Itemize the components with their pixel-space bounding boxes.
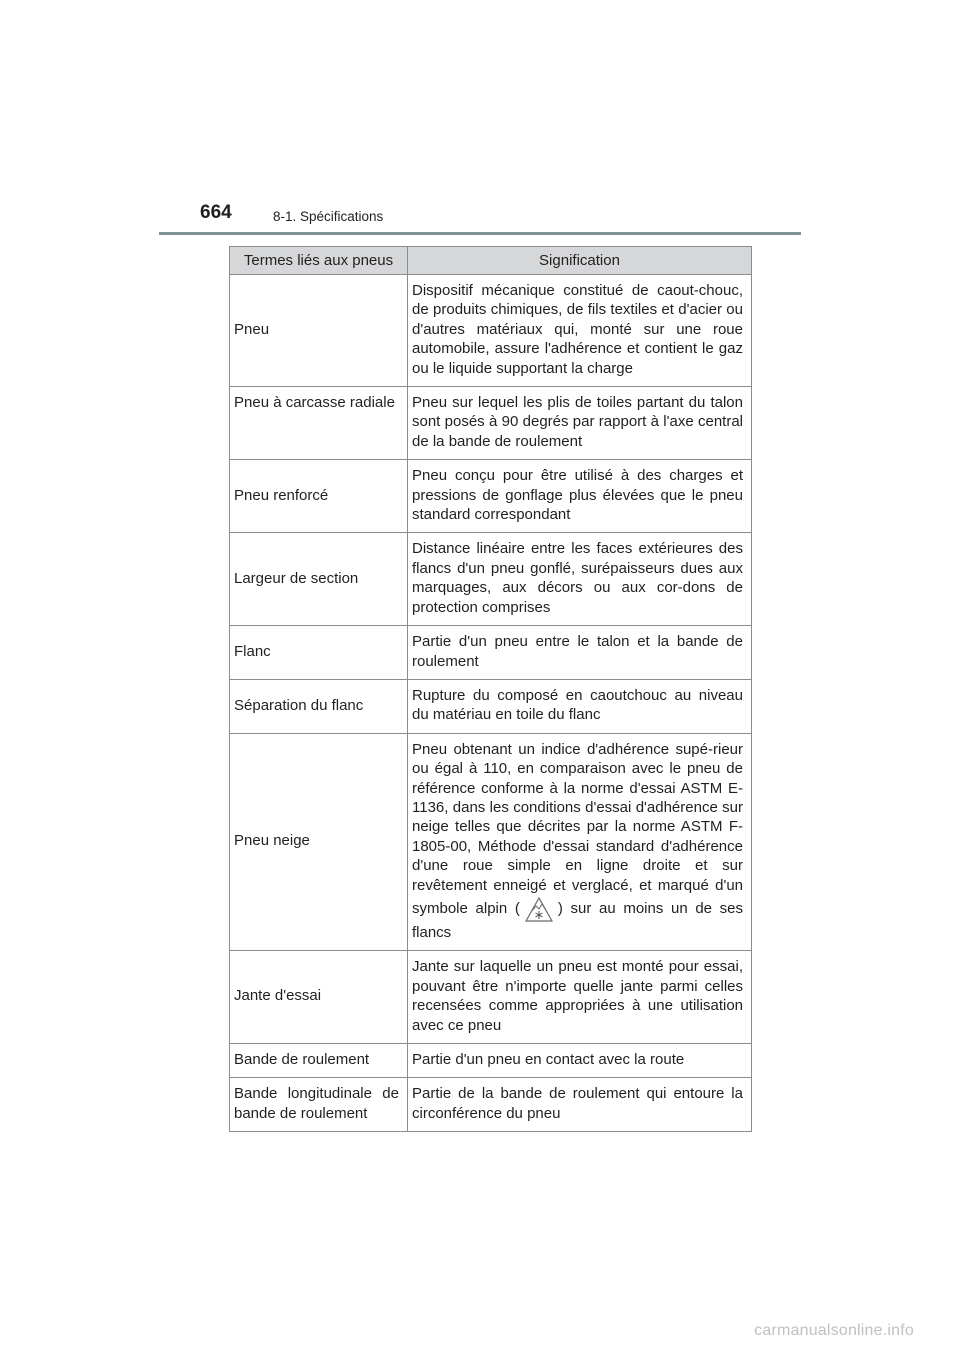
term-cell: Pneu à carcasse radiale (230, 387, 408, 460)
table-row (230, 1044, 752, 1078)
table-row (230, 533, 752, 626)
definition-icon-suffix: ) sur au moins un de ses flancs (412, 899, 743, 941)
definition-cell (408, 733, 752, 951)
section-title: 8-1. Spécifications (273, 209, 384, 224)
table-row (230, 1078, 752, 1132)
table-row (230, 275, 752, 387)
table-header-row (230, 247, 752, 275)
definition-cell: Partie d'un pneu en contact avec la route (408, 1044, 752, 1078)
term-cell: Jante d'essai (230, 951, 408, 1044)
term-cell: Pneu neige (230, 733, 408, 951)
column-header-meaning: Signification (408, 247, 752, 275)
term-cell: Flanc (230, 626, 408, 680)
term-cell: Séparation du flanc (230, 679, 408, 733)
table-row (230, 460, 752, 533)
term-cell: Pneu renforcé (230, 460, 408, 533)
definition-icon-prefix: alpin ( (475, 899, 520, 917)
term-cell: Bande longitudinale de bande de roulement (230, 1078, 408, 1132)
definition-cell: Rupture du composé en caoutchouc au niveau du matériau en toile du flanc (408, 679, 752, 733)
table-row (230, 679, 752, 733)
term-cell: Largeur de section (230, 533, 408, 626)
header-rule (159, 232, 801, 235)
column-header-terms: Termes liés aux pneus (230, 247, 408, 275)
definition-cell: Partie de la bande de roulement qui entoure la circonférence du pneu (408, 1078, 752, 1132)
tire-terms-table (229, 246, 752, 1132)
definition-text: Pneu obtenant un indice d'adhérence supé-rieur ou égal à 110, en comparaison avec le pneu de référence conforme à la norme d'essai ASTM E-1136, dans les conditions d'essai d'adhérence sur neige telles que décrites par la norme ASTM F-1805-00, Méthode d'essai standard d'adhérence d'une roue simple en ligne droite et sur revêtement enneigé et verglacé, et marqué d'un symbole (412, 740, 743, 917)
definition-cell: Pneu sur lequel les plis de toiles partant du talon sont posés à 90 degrés par rapport à l'axe central de la bande de roulement (408, 387, 752, 460)
alpine-snowflake-icon (524, 895, 554, 923)
definition-cell: Pneu conçu pour être utilisé à des charges et pressions de gonflage plus élevées que le pneu standard correspondant (408, 460, 752, 533)
watermark: carmanualsonline.info (754, 1322, 914, 1339)
table-row (230, 733, 752, 951)
definition-cell: Jante sur laquelle un pneu est monté pour essai, pouvant être n'importe quelle jante parmi celles recensées comme appropriées à une utilisation avec ce pneu (408, 951, 752, 1044)
page-number: 664 (200, 202, 232, 223)
definition-cell: Distance linéaire entre les faces extérieures des flancs d'un pneu gonflé, surépaisseurs dues aux marquages, aux décors ou aux cor-dons de protection comprises (408, 533, 752, 626)
term-cell: Bande de roulement (230, 1044, 408, 1078)
definition-cell: Dispositif mécanique constitué de caout-chouc, de produits chimiques, de fils textiles et d'acier ou d'autres matériaux qui, monté sur une roue automobile, assure l'adhérence et contient le gaz ou le liquide supportant la charge (408, 275, 752, 387)
definition-cell: Partie d'un pneu entre le talon et la bande de roulement (408, 626, 752, 680)
term-cell: Pneu (230, 275, 408, 387)
table-row (230, 951, 752, 1044)
table-row (230, 626, 752, 680)
table-row (230, 387, 752, 460)
